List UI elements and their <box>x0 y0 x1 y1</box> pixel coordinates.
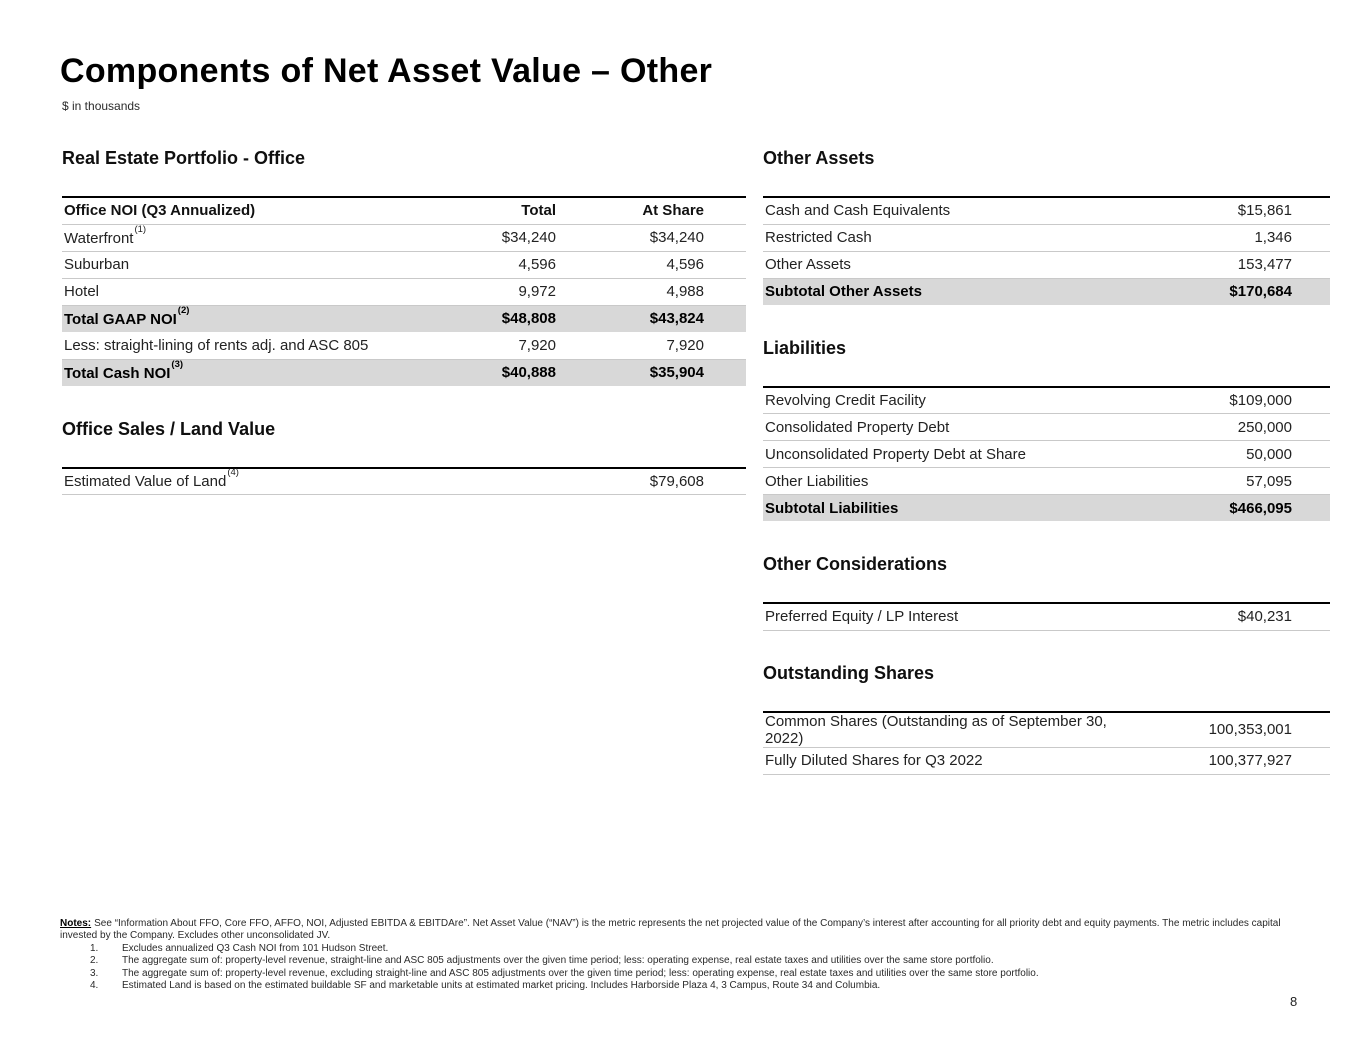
cell-total <box>446 468 556 495</box>
cell-value: 250,000 <box>1237 418 1292 436</box>
table-row <box>62 332 746 359</box>
table-row <box>62 305 746 332</box>
section-heading-liabilities: Liabilities <box>763 337 847 358</box>
row-label: Common Shares (Outstanding as of September 30, 2022) <box>765 712 1107 747</box>
cell-label <box>763 712 1130 748</box>
cell-label <box>763 278 1130 305</box>
cell-at_share: 7,920 <box>666 337 704 354</box>
footnote-text: The aggregate sum of: property-level revenue, excluding straight-line and ASC 805 adjustments over the given time period; less: operating expense, real estate taxes and utilities over the same store portfolio. <box>122 967 1039 979</box>
row-label: Other Liabilities <box>765 472 869 490</box>
cell-label <box>62 251 446 278</box>
row-label: Suburban <box>64 256 130 273</box>
footnote-4 <box>60 980 1284 992</box>
section-other-considerations <box>763 554 1330 631</box>
cell-at_share: 4,988 <box>666 283 704 300</box>
column-header-office-noi: Office NOI (Q3 Annualized) <box>64 202 256 220</box>
cell-value: 1,346 <box>1254 229 1292 246</box>
row-label: Estimated Value of Land <box>64 473 227 491</box>
cell-label <box>763 197 1130 224</box>
footnote-ref: (1) <box>134 223 147 235</box>
cell-value: $40,231 <box>1237 608 1292 626</box>
footnote-ref: (4) <box>227 467 239 479</box>
cell-label <box>763 387 1130 414</box>
footnote-text: The aggregate sum of: property-level revenue, straight-line and ASC 805 adjustments over the given time period; less: operating expense, real estate taxes and utilities over the same store portfolio. <box>122 955 994 967</box>
page-title: Components of Net Asset Value – Other <box>60 52 713 90</box>
cell-total: 7,920 <box>518 337 556 354</box>
office-noi-table <box>62 196 746 387</box>
column-header-at-share: At Share <box>642 202 704 220</box>
cell-label <box>763 747 1130 774</box>
section-heading-real-estate-portfolio: Real Estate Portfolio - Office <box>62 148 306 168</box>
section-outstanding-shares <box>763 663 1330 775</box>
liabilities-table <box>763 386 1330 523</box>
cell-label <box>763 495 1130 522</box>
other-considerations-table <box>763 602 1330 631</box>
table-row <box>62 468 746 495</box>
cell-label <box>62 224 446 251</box>
cell-total: $34,240 <box>501 229 556 246</box>
section-office-sales-land-value <box>62 419 746 496</box>
table-row <box>763 387 1330 414</box>
row-label: Hotel <box>64 283 100 300</box>
table-row <box>62 251 746 278</box>
cell-label <box>62 305 446 332</box>
table-row <box>763 414 1330 441</box>
footnote-2 <box>60 955 1284 967</box>
row-label: Subtotal Liabilities <box>765 499 899 517</box>
cell-value: 100,353,001 <box>1208 721 1292 738</box>
cell-label <box>62 278 446 305</box>
table-row <box>763 251 1330 278</box>
cell-value: $109,000 <box>1229 391 1292 409</box>
cell-value: $15,861 <box>1237 202 1292 220</box>
table-row <box>763 468 1330 495</box>
cell-label <box>763 224 1130 251</box>
cell-value: 100,377,927 <box>1208 752 1292 769</box>
footnote-number: 1. <box>90 942 99 954</box>
table-row <box>763 712 1330 748</box>
page-number: 8 <box>1290 994 1298 1009</box>
table-row <box>763 224 1330 251</box>
row-label: Consolidated Property Debt <box>765 418 950 436</box>
table-row <box>763 197 1330 224</box>
row-label: Restricted Cash <box>765 229 872 246</box>
footnote-number: 3. <box>90 967 99 979</box>
cell-at_share: $34,240 <box>649 229 704 246</box>
cell-at_share: $35,904 <box>649 364 704 381</box>
cell-label <box>62 359 446 386</box>
table-row <box>62 278 746 305</box>
section-other-assets <box>763 148 1330 306</box>
units-note: $ in thousands <box>62 99 141 113</box>
table-row <box>763 747 1330 774</box>
table-header-row <box>62 197 746 224</box>
footnote-text: Estimated Land is based on the estimated buildable SF and marketable units at estimated market pricing. Includes Harborside Plaza 4, 3 Campus, Route 34 and Columbia. <box>122 980 881 992</box>
section-heading-other-considerations: Other Considerations <box>763 554 948 574</box>
cell-at_share: 4,596 <box>666 256 704 273</box>
row-label: Less: straight-lining of rents adj. and ASC 805 <box>64 337 369 354</box>
row-label: Fully Diluted Shares for Q3 2022 <box>765 752 983 769</box>
cell-label <box>763 251 1130 278</box>
section-real-estate-portfolio <box>62 148 746 387</box>
cell-label <box>62 468 446 495</box>
footnote-3 <box>60 968 1284 980</box>
cell-label <box>763 441 1130 468</box>
cell-at_share: $43,824 <box>649 310 704 327</box>
row-label: Cash and Cash Equivalents <box>765 202 951 220</box>
row-label: Preferred Equity / LP Interest <box>765 608 959 626</box>
footnote-number: 2. <box>90 955 99 967</box>
table-row <box>763 495 1330 522</box>
row-label: Revolving Credit Facility <box>765 391 926 409</box>
cell-total: 9,972 <box>518 283 556 300</box>
footnotes-block <box>60 918 1284 992</box>
footnote-ref: (3) <box>171 358 184 370</box>
notes-label: Notes: <box>60 918 92 929</box>
left-column <box>62 148 746 495</box>
cell-value: 153,477 <box>1237 256 1292 273</box>
row-label: Waterfront <box>64 229 134 247</box>
row-label: Subtotal Other Assets <box>765 283 922 300</box>
section-heading-other-assets: Other Assets <box>763 148 875 168</box>
cell-label <box>763 414 1130 441</box>
notes-intro-text: See “Information About FFO, Core FFO, AFFO, NOI, Adjusted EBITDA & EBITDAre”. Net Asset Value (“NAV”) is the metric represents the net projected value of the Company’s interest after accounting for all priority debt and equity payments. The metric includes capital invested by the Company. Excludes other unconsolidated JV. <box>60 918 1281 942</box>
table-row <box>763 603 1330 630</box>
footnote-ref: (2) <box>177 304 190 316</box>
cell-total: $48,808 <box>501 310 556 327</box>
section-heading-outstanding-shares: Outstanding Shares <box>763 662 935 683</box>
footnote-number: 4. <box>90 980 99 992</box>
row-label: Total GAAP NOI <box>64 310 177 328</box>
table-row <box>62 359 746 386</box>
cell-label <box>763 468 1130 495</box>
cell-value: 57,095 <box>1246 472 1292 490</box>
cell-total: 4,596 <box>518 256 556 273</box>
right-column <box>763 148 1330 775</box>
table-row <box>763 278 1330 305</box>
cell-value: $170,684 <box>1229 283 1292 300</box>
other-assets-table <box>763 196 1330 306</box>
cell-at_share: $79,608 <box>649 472 704 490</box>
footnote-1 <box>60 943 1284 955</box>
table-row <box>62 224 746 251</box>
row-label: Other Assets <box>765 256 851 273</box>
cell-label <box>62 332 446 359</box>
notes-intro <box>60 918 1284 943</box>
section-heading-office-sales-land-value: Office Sales / Land Value <box>62 418 276 439</box>
section-liabilities <box>763 338 1330 523</box>
table-row <box>763 441 1330 468</box>
footnote-text: Excludes annualized Q3 Cash NOI from 101 Hudson Street. <box>122 942 389 954</box>
outstanding-shares-table <box>763 711 1330 775</box>
cell-label <box>763 603 1130 630</box>
column-header-total: Total <box>521 202 556 220</box>
cell-value: $466,095 <box>1229 499 1292 517</box>
land-value-table <box>62 467 746 496</box>
row-label: Total Cash NOI <box>64 364 171 382</box>
cell-total: $40,888 <box>501 364 556 381</box>
row-label: Unconsolidated Property Debt at Share <box>765 445 1026 463</box>
cell-value: 50,000 <box>1246 445 1292 463</box>
